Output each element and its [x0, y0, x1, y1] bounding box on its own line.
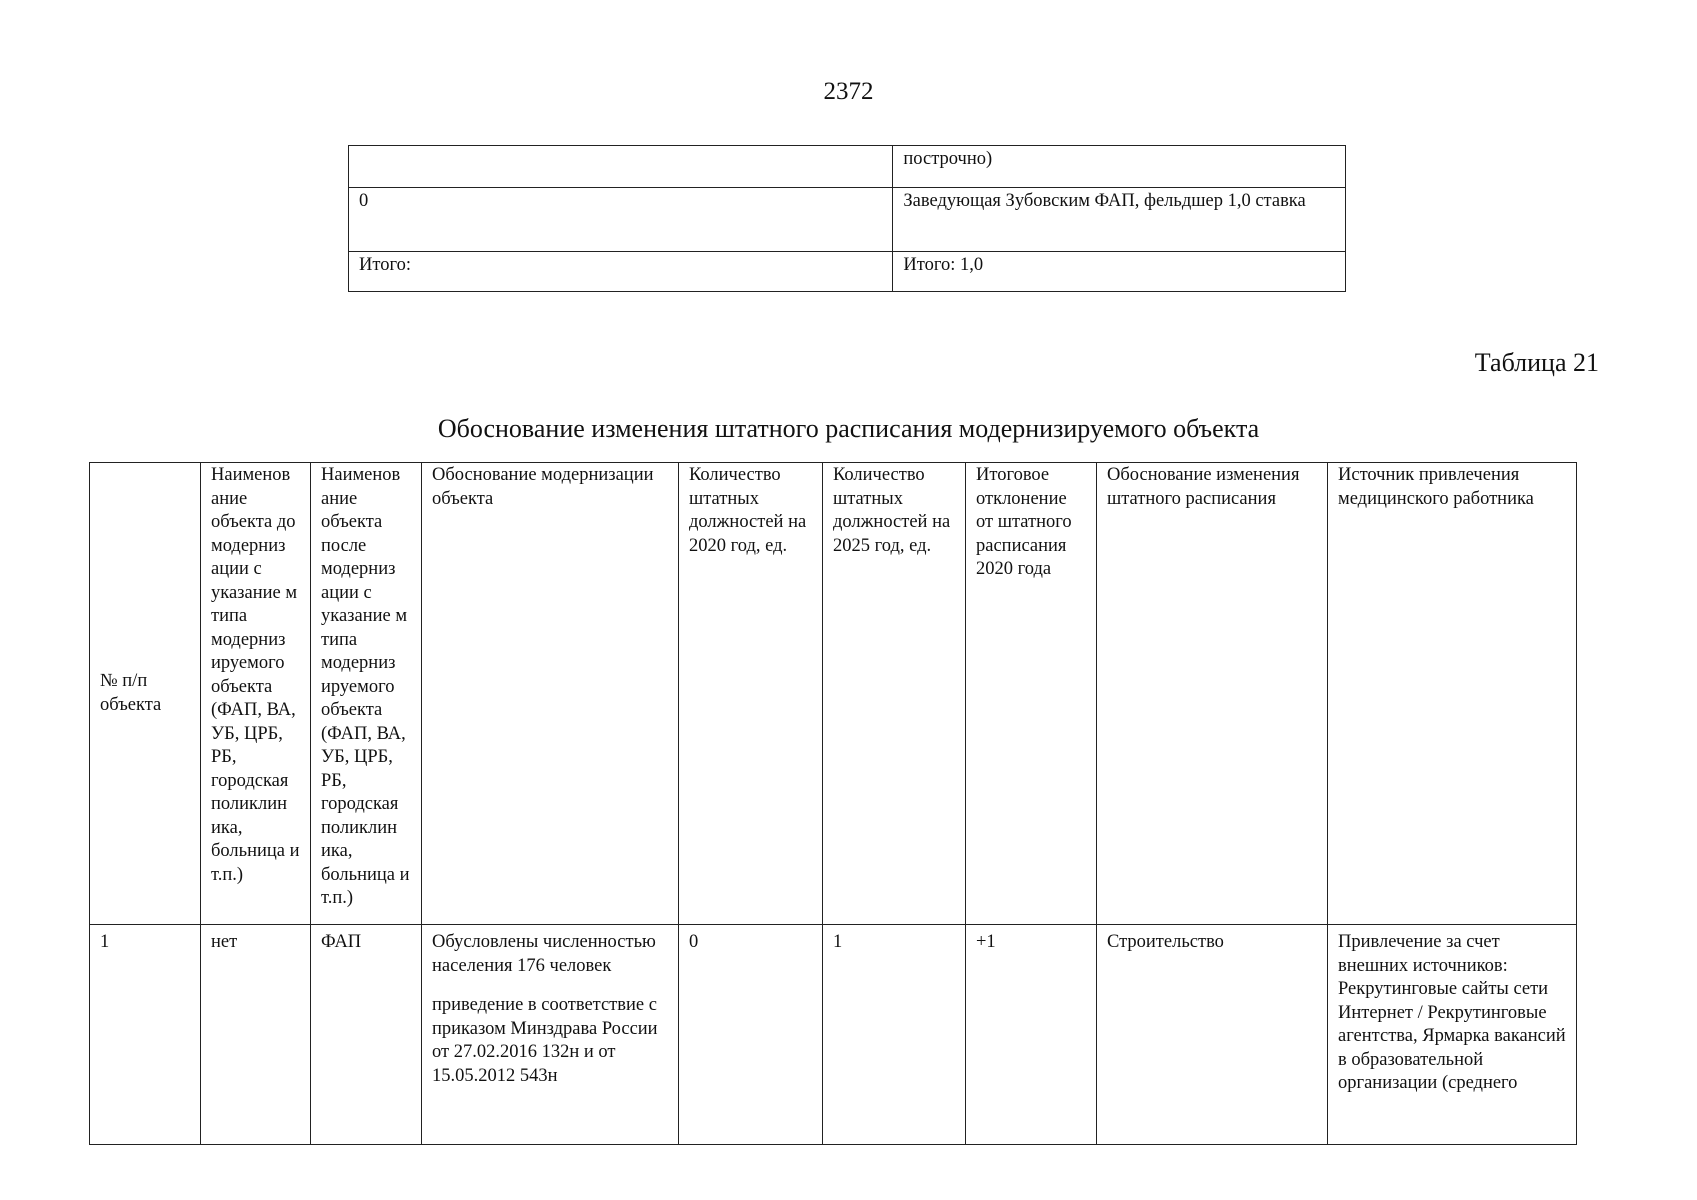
- header-cell-change-reason: Обоснование изменения штатного расписания: [1097, 463, 1328, 925]
- table-cell: Итого: 1,0: [893, 252, 1346, 292]
- header-cell-object-before: Наименов ание объекта до модерниз ации с указание м типа модерниз ируемого объекта (ФАП, ВА, УБ, ЦРБ, РБ, городская поликлин ика, больница и т.п.): [201, 463, 311, 925]
- cell-count-2020: 0: [679, 925, 823, 1145]
- table-row: [349, 188, 1346, 252]
- table-cell: построчно): [893, 146, 1346, 188]
- cell-object-before: нет: [201, 925, 311, 1145]
- staffing-justification-table: [89, 462, 1577, 1145]
- cell-object-after: ФАП: [311, 925, 422, 1145]
- header-cell-number: № п/п объекта: [90, 463, 201, 925]
- cell-source: Привлечение за счет внешних источников: Рекрутинговые сайты сети Интернет / Рекрутинговые агентства, Ярмарка вакансий в образовательной организации (среднего: [1328, 925, 1577, 1145]
- header-cell-count-2025: Количество штатных должностей на 2025 год, ед.: [823, 463, 966, 925]
- justification-paragraph: приведение в соответствие с приказом Минздрава России от 27.02.2016 132н и от 15.05.2012 543н: [432, 995, 658, 1086]
- cell-deviation: +1: [966, 925, 1097, 1145]
- header-cell-count-2020: Количество штатных должностей на 2020 год, ед.: [679, 463, 823, 925]
- justification-paragraph: Обусловлены численностью населения 176 человек: [432, 932, 656, 976]
- page-number: 2372: [823, 78, 874, 105]
- table-cell: [349, 146, 893, 188]
- table-cell: Итого:: [349, 252, 893, 292]
- cell-modernization-reason: [422, 925, 679, 1145]
- table-row: [90, 925, 1577, 1145]
- table-label: Таблица 21: [1474, 348, 1599, 377]
- cell-number: 1: [90, 925, 201, 1145]
- table-cell: Заведующая Зубовским ФАП, фельдшер 1,0 ставка: [893, 188, 1346, 252]
- table-cell: 0: [349, 188, 893, 252]
- cell-count-2025: 1: [823, 925, 966, 1145]
- table-title: Обоснование изменения штатного расписания модернизируемого объекта: [437, 414, 1260, 443]
- header-cell-source: Источник привлечения медицинского работника: [1328, 463, 1577, 925]
- table-header-row: [90, 463, 1577, 925]
- table-row: [349, 146, 1346, 188]
- table-row: [349, 252, 1346, 292]
- header-cell-modernization-reason: Обоснование модернизации объекта: [422, 463, 679, 925]
- cell-change-reason: Строительство: [1097, 925, 1328, 1145]
- header-cell-object-after: Наименов ание объекта после модерниз ации с указание м типа модерниз ируемого объекта (ФАП, ВА, УБ, ЦРБ, РБ, городская поликлин ика, больница и т.п.): [311, 463, 422, 925]
- staff-summary-table: [348, 145, 1346, 292]
- header-cell-deviation: Итоговое отклонение от штатного расписания 2020 года: [966, 463, 1097, 925]
